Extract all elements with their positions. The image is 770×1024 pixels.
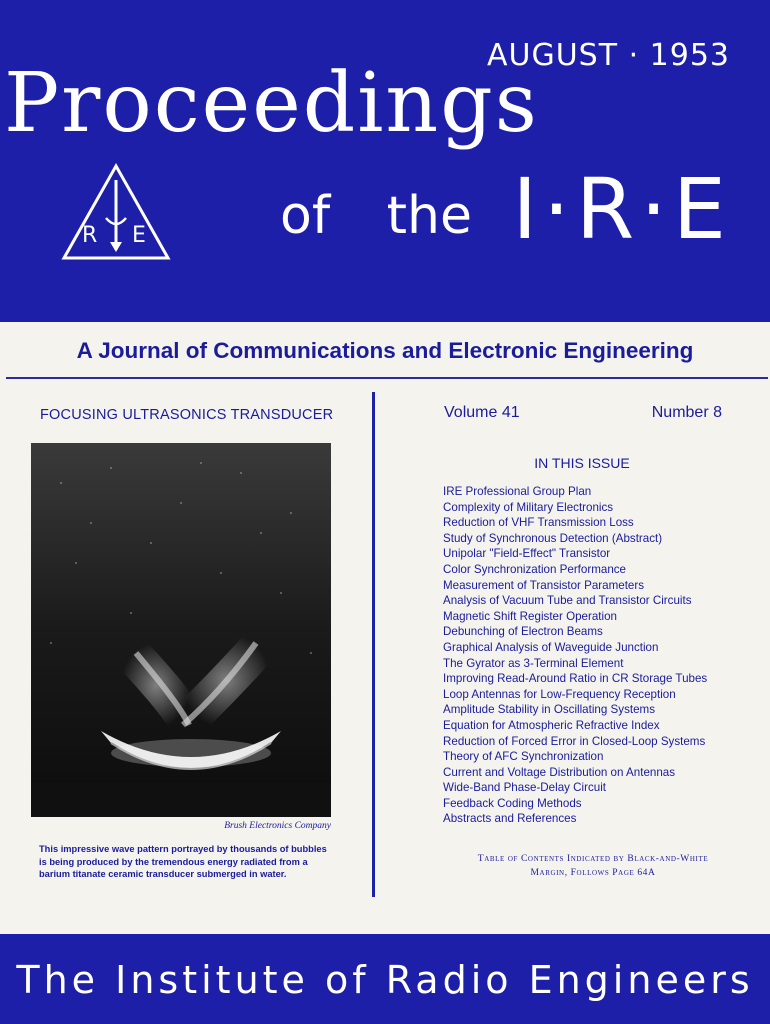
issue-date: AUGUST · 1953 <box>486 38 730 73</box>
contents-item: Debunching of Electron Beams <box>443 625 603 639</box>
contents-note <box>443 852 743 880</box>
horizontal-divider <box>6 377 768 379</box>
journal-subtitle: A Journal of Communications and Electronic Engineering <box>76 338 694 363</box>
contents-note-line: Table of Contents Indicated by Black-and-White <box>477 854 709 864</box>
number-label: Number 8 <box>651 404 722 421</box>
journal-title: Proceedings <box>4 56 539 151</box>
contents-item: Analysis of Vacuum Tube and Transistor Circuits <box>443 594 692 608</box>
contents-note-line: Margin, Follows Page 64A <box>530 868 656 878</box>
feature-title: FOCUSING ULTRASONICS TRANSDUCER <box>40 407 334 423</box>
logo-letter-e: E <box>132 223 146 248</box>
contents-item: Amplitude Stability in Oscillating Systems <box>443 703 655 717</box>
contents-item: The Gyrator as 3-Terminal Element <box>443 656 624 670</box>
volume-label: Volume 41 <box>444 404 520 421</box>
contents-item: Magnetic Shift Register Operation <box>443 609 617 623</box>
contents-item: Study of Synchronous Detection (Abstract) <box>443 531 663 545</box>
contents-item: Wide-Band Phase-Delay Circuit <box>443 781 607 795</box>
of-the-text: of the <box>280 186 472 246</box>
contents-item: Graphical Analysis of Waveguide Junction <box>443 640 659 654</box>
contents-item: Unipolar "Field-Effect" Transistor <box>443 547 611 561</box>
contents-item: Loop Antennas for Low-Frequency Reception <box>443 687 676 701</box>
contents-item: Improving Read-Around Ratio in CR Storage Tubes <box>443 672 708 686</box>
publisher-name: The Institute of Radio Engineers <box>16 958 754 1002</box>
logo-letter-r: R <box>82 223 98 248</box>
contents-item: Reduction of VHF Transmission Loss <box>443 516 634 530</box>
contents-item: Color Synchronization Performance <box>443 562 627 576</box>
contents-item: Feedback Coding Methods <box>443 796 582 810</box>
contents-item: Measurement of Transistor Parameters <box>443 578 645 592</box>
contents-item: Abstracts and References <box>443 812 577 826</box>
photo-credit: Brush Electronics Company <box>224 821 331 831</box>
vertical-divider <box>372 392 375 897</box>
photo-caption: This impressive wave pattern portrayed by thousands of bubbles is being produced by the tremendous energy radiated from a barium titanate ceramic transducer submerged in water. <box>39 844 327 879</box>
contents-item: IRE Professional Group Plan <box>443 485 592 498</box>
ire-logo-icon <box>60 162 172 262</box>
transducer-photo <box>31 443 331 817</box>
contents-item: Theory of AFC Synchronization <box>443 750 604 764</box>
contents-item: Current and Voltage Distribution on Antennas <box>443 765 676 779</box>
contents-list <box>443 484 707 827</box>
contents-item: Complexity of Military Electronics <box>443 500 614 514</box>
contents-item: Reduction of Forced Error in Closed-Loop Systems <box>443 734 706 748</box>
contents-item: Equation for Atmospheric Refractive Index <box>443 718 660 732</box>
in-this-issue-heading: IN THIS ISSUE <box>534 455 630 471</box>
ire-wordmark: I·R·E <box>512 160 732 258</box>
